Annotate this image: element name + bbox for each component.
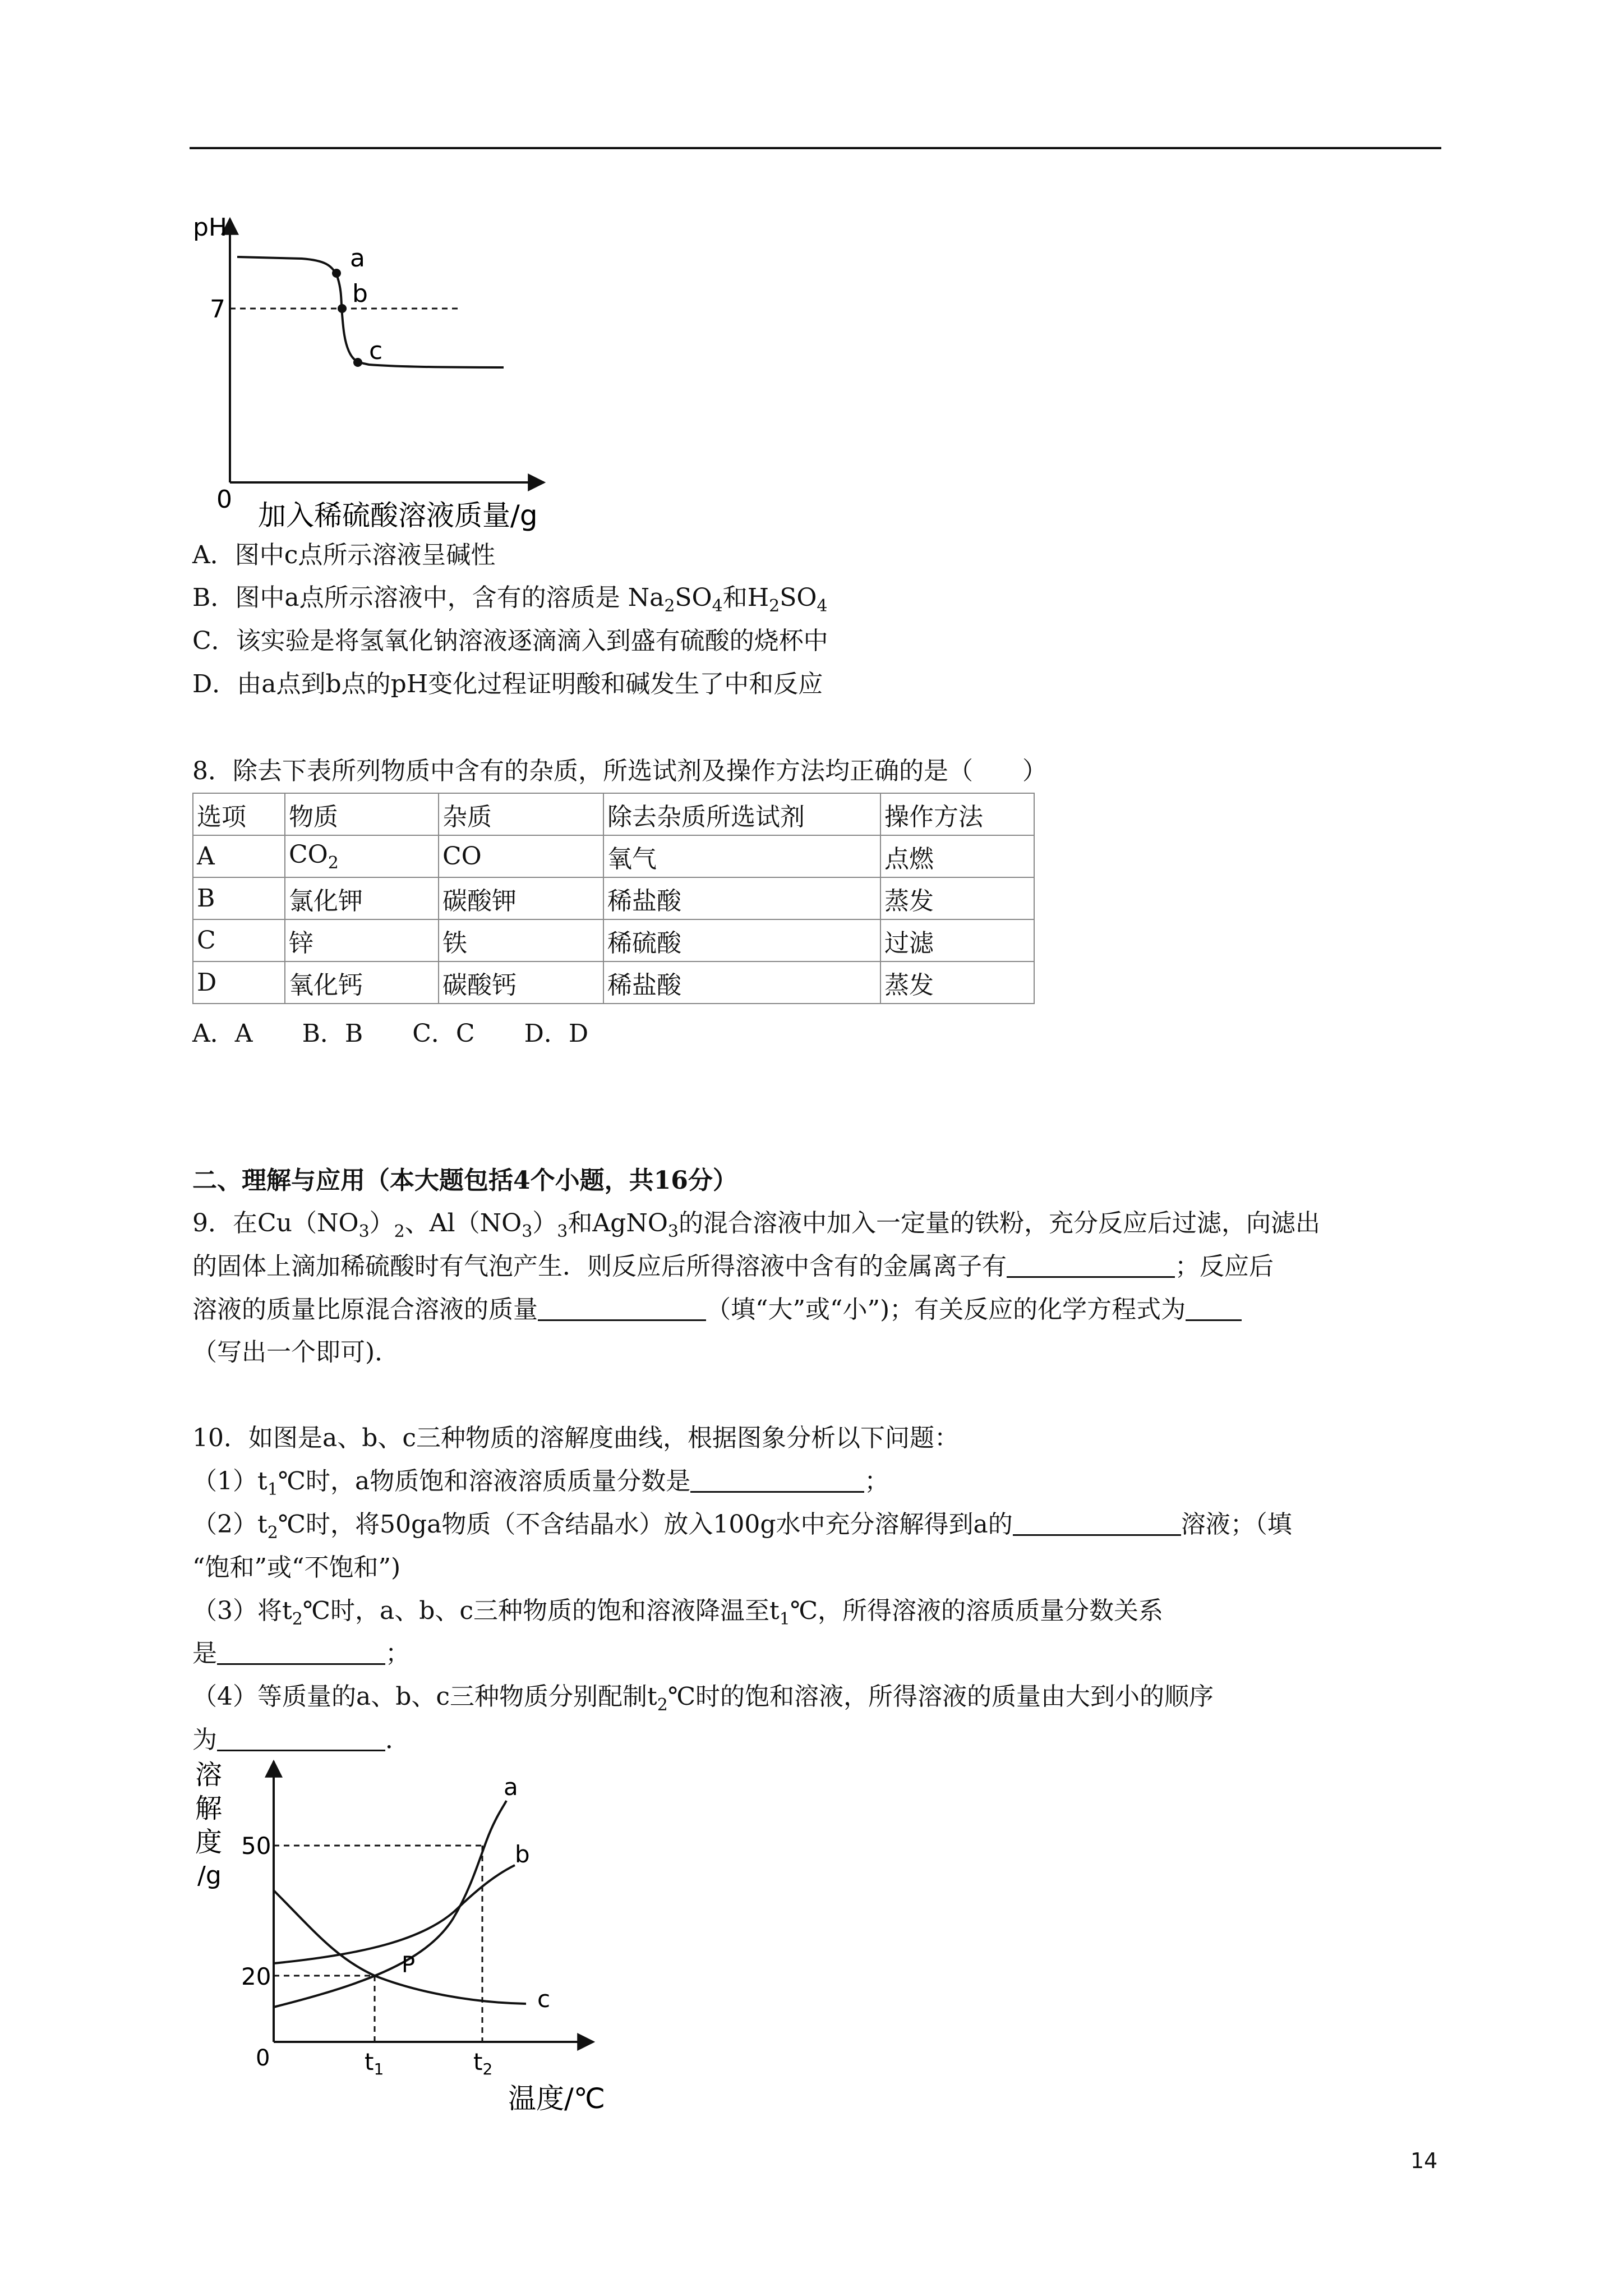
q10-part1: [192, 1465, 889, 1507]
table-cell: 蒸发: [880, 877, 1034, 919]
text: ．: [385, 1726, 410, 1754]
q9-line1: [192, 1207, 1320, 1249]
ph-titration-chart: [190, 208, 548, 539]
subscript: 2: [328, 853, 339, 873]
curve-c-label: c: [537, 1985, 551, 2013]
table-cell: 稀硫酸: [603, 919, 880, 961]
q7-option-c: C．该实验是将氢氧化钠溶液逐滴滴入到盛有硫酸的烧杯中: [192, 627, 828, 655]
q10-part3-cont: [192, 1637, 410, 1671]
q9-line3: [192, 1293, 1242, 1327]
answer-a: A．A: [192, 1019, 253, 1048]
subscript: 2: [267, 1523, 278, 1543]
text: 9．在Cu（NO: [192, 1209, 359, 1237]
q10-part3: [192, 1594, 1163, 1636]
point-a: [332, 269, 341, 278]
q9-line4: （写出一个即可)．: [192, 1338, 400, 1366]
curve-c: [274, 1890, 526, 2004]
subscript: 1: [267, 1480, 278, 1499]
subscript: 4: [712, 596, 723, 616]
table-cell: 蒸发: [880, 961, 1034, 1004]
formula-h: H: [747, 583, 769, 612]
subscript: 2: [657, 1695, 668, 1715]
table-cell: 氯化钾: [285, 877, 439, 919]
text: ；反应后: [1175, 1252, 1274, 1281]
subscript: 1: [779, 1609, 790, 1629]
table-cell: A: [193, 835, 285, 877]
text: ℃时，a物质饱和溶液溶质质量分数是: [278, 1467, 691, 1496]
tick-20: 20: [241, 1963, 271, 1990]
text: ；: [864, 1467, 889, 1496]
q7-option-a: A．图中c点所示溶液呈碱性: [192, 541, 496, 569]
table-cell: B: [193, 877, 285, 919]
table-cell: 过滤: [880, 919, 1034, 961]
text: 溶液的质量比原混合溶液的质量: [192, 1295, 538, 1324]
q10-part4-cont: [192, 1723, 410, 1757]
point-c: [353, 358, 362, 367]
point-b: [338, 304, 347, 313]
y-label-1: 溶: [195, 1759, 223, 1791]
subscript: 4: [817, 596, 828, 616]
table-cell: C: [193, 919, 285, 961]
y-label-2: 解: [195, 1793, 223, 1824]
text: 溶液；（填: [1181, 1510, 1292, 1539]
subscript: 3: [522, 1222, 533, 1241]
text: ℃时的饱和溶液，所得溶液的质量由大到小的顺序: [667, 1682, 1214, 1711]
table-cell: 碳酸钾: [439, 877, 603, 919]
table-row: [193, 961, 1034, 1004]
formula-co: CO: [289, 840, 328, 869]
text: ℃时，a、b、c三种物质的饱和溶液降温至t: [302, 1596, 780, 1625]
answer-blank[interactable]: [1186, 1295, 1242, 1321]
text: ；: [385, 1639, 410, 1668]
table-cell: 氧气: [603, 835, 880, 877]
x-axis-label: 加入稀硫酸溶液质量/g: [258, 499, 538, 532]
text: （填“大”或“小”)；有关反应的化学方程式为: [706, 1295, 1186, 1324]
curve-b-label: b: [515, 1841, 530, 1868]
table-row: [193, 877, 1034, 919]
y-label-3: 度: [195, 1826, 223, 1858]
y-axis-label: pH: [193, 213, 228, 242]
table-cell: D: [193, 961, 285, 1004]
y-label-4: /g: [197, 1861, 222, 1890]
answer-blank[interactable]: [1013, 1510, 1181, 1536]
table-cell: 铁: [439, 919, 603, 961]
text: （2）t: [192, 1510, 268, 1539]
text: ）: [532, 1209, 557, 1237]
section-heading: 二、理解与应用（本大题包括4个小题，共16分）: [192, 1166, 737, 1195]
text: 、Al（NO: [404, 1209, 522, 1237]
answer-blank[interactable]: [690, 1466, 864, 1493]
table-cell: 碳酸钙: [439, 961, 603, 1004]
origin-label: 0: [256, 2045, 270, 2071]
solubility-chart: [190, 1756, 616, 2115]
point-b-label: b: [352, 279, 368, 308]
answer-blank[interactable]: [217, 1725, 385, 1751]
header-rule: [190, 147, 1441, 149]
answer-blank[interactable]: [538, 1295, 706, 1321]
formula-so: SO: [780, 583, 817, 612]
point-c-label: c: [369, 337, 383, 365]
q10-part4: [192, 1680, 1214, 1722]
q10-stem: 10．如图是a、b、c三种物质的溶解度曲线，根据图象分析以下问题：: [192, 1424, 960, 1452]
subscript: 3: [557, 1222, 568, 1241]
table-header-cell: 选项: [193, 793, 285, 835]
point-a-label: a: [350, 244, 365, 273]
table-cell: [285, 835, 439, 877]
answer-d: D．D: [524, 1019, 589, 1048]
answer-blank[interactable]: [217, 1639, 385, 1665]
subscript: 2: [394, 1222, 405, 1241]
t1-subscript: 1: [374, 2060, 384, 2078]
table-row: [193, 835, 1034, 877]
point-p-label: P: [402, 1952, 416, 1978]
table-row: [193, 919, 1034, 961]
q8-stem: 8．除去下表所列物质中含有的杂质，所选试剂及操作方法均正确的是（ ）: [192, 757, 1047, 785]
t2-label: [473, 2048, 492, 2078]
table-cell: 点燃: [880, 835, 1034, 877]
text: 的固体上滴加稀硫酸时有气泡产生．则反应后所得溶液中含有的金属离子有: [192, 1252, 1007, 1281]
table-header-cell: 物质: [285, 793, 439, 835]
subscript: 2: [664, 596, 675, 616]
text: （1）t: [192, 1467, 268, 1496]
q10-part2-cont: “饱和”或“不饱和”): [192, 1553, 401, 1582]
table-cell: 稀盐酸: [603, 961, 880, 1004]
answer-c: C．C: [412, 1019, 475, 1048]
ph7-tick-label: 7: [210, 295, 225, 324]
formula-na: Na: [628, 583, 665, 612]
text: 的混合溶液中加入一定量的铁粉，充分反应后过滤，向滤出: [678, 1209, 1320, 1237]
table-header-row: [193, 793, 1034, 835]
conjunction: 和: [722, 583, 748, 612]
text: 是: [192, 1639, 217, 1668]
text: （3）将t: [192, 1596, 292, 1625]
table-header-cell: 杂质: [439, 793, 603, 835]
subscript: 2: [769, 596, 780, 616]
subscript: 3: [667, 1222, 679, 1241]
q9-line2: [192, 1250, 1274, 1283]
text: ℃，所得溶液的溶质质量分数关系: [790, 1596, 1164, 1625]
subscript: 2: [292, 1609, 303, 1629]
table-cell: 稀盐酸: [603, 877, 880, 919]
answer-blank[interactable]: [1007, 1251, 1175, 1278]
tick-50: 50: [241, 1832, 271, 1860]
table-cell: 氧化钙: [285, 961, 439, 1004]
curve-b: [274, 1865, 515, 1963]
text: 和AgNO: [568, 1209, 668, 1237]
formula-so: SO: [675, 583, 712, 612]
subscript: 3: [358, 1222, 370, 1241]
q8-table: [192, 793, 1035, 1004]
q8-answers: [192, 1017, 588, 1051]
x-axis-label: 温度/℃: [508, 2082, 605, 2115]
q10-part2: [192, 1508, 1292, 1550]
t1-letter: t: [365, 2048, 374, 2076]
t2-letter: t: [473, 2048, 483, 2076]
text: ℃时，将50ga物质（不含结晶水）放入100g水中充分溶解得到a的: [278, 1510, 1013, 1539]
origin-label: 0: [216, 485, 232, 514]
text: ）: [369, 1209, 394, 1237]
page-number: 14: [1410, 2148, 1438, 2173]
table-cell: 锌: [285, 919, 439, 961]
answer-b: B．B: [302, 1019, 363, 1048]
q7-option-b-text: B．图中a点所示溶液中，含有的溶质是: [192, 583, 620, 612]
table-header-cell: 操作方法: [880, 793, 1034, 835]
text: （4）等质量的a、b、c三种物质分别配制t: [192, 1682, 657, 1711]
q7-option-d: D．由a点到b点的pH变化过程证明酸和碱发生了中和反应: [192, 670, 823, 698]
curve-a-label: a: [504, 1773, 518, 1801]
table-header-cell: 除去杂质所选试剂: [603, 793, 880, 835]
t2-subscript: 2: [482, 2060, 493, 2078]
q7-option-b: [192, 581, 828, 623]
table-cell: CO: [439, 835, 603, 877]
text: 为: [192, 1726, 217, 1754]
t1-label: [365, 2048, 384, 2078]
